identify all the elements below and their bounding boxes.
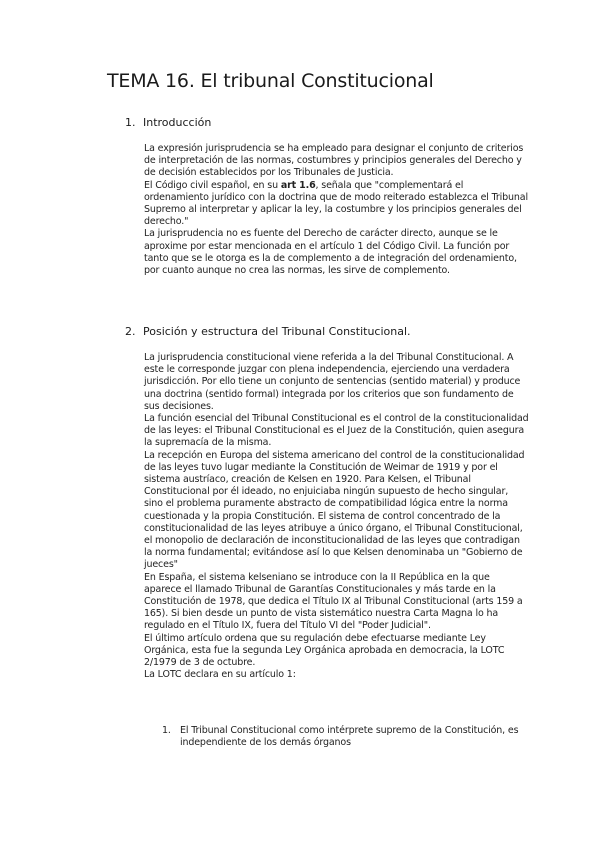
section-heading-introduccion	[125, 116, 211, 129]
list-item-number: 1.	[162, 725, 171, 736]
numbered-list-item	[162, 725, 532, 749]
paragraph: El último artículo ordena que su regulación debe efectuarse mediante Ley Orgánica, esta fue la segunda Ley Orgánica aprobada en democracia, la LOTC 2/1979 de 3 de octubre.	[144, 632, 505, 669]
section-number: 2.	[125, 325, 136, 338]
section-heading-posicion	[125, 325, 411, 338]
section-title: Posición y estructura del Tribunal Constitucional.	[143, 325, 411, 338]
paragraph: La jurisprudencia constitucional viene referida a la del Tribunal Constitucional. A este le corresponde juzgar con plena independencia, ejerciendo una verdadera jurisdicción. Por ello tiene un conjunto de sentencias (sentido material) y produce una doctrina (sentido formal) integrada por los criterios que son fundamento de sus decisiones.	[144, 352, 521, 412]
paragraph-codigo-civil	[144, 180, 529, 229]
paragraph: La LOTC declara en su artículo 1:	[144, 669, 296, 681]
paragraph: La expresión jurisprudencia se ha empleado para designar el conjunto de criterios de interpretación de las normas, costumbres y principios generales del Derecho y de decisión establecidos por los Tribunales de Justicia.	[144, 143, 524, 179]
paragraph: En España, el sistema kelseniano se introduce con la II República en la que aparece el llamado Tribunal de Garantías Constitucionales y más tarde en la Constitución de 1978, que dedica el Título IX al Tribunal Constitucional (arts 159 a 165). Si bien desde un punto de vista sistemático nuestra Carta Magna lo ha regulado en el Título IX, fuera del Título VI del "Poder Judicial".	[144, 571, 523, 632]
paragraph: La función esencial del Tribunal Constitucional es el control de la constitucionalidad de las leyes: el Tribunal Constitucional es el Juez de la Constitución, quien asegura la supremacía de la misma.	[144, 413, 529, 449]
paragraph-text: , señala que "complementará el ordenamiento jurídico con la doctrina que de modo reiterado establezca el Tribunal Supremo al interpretar y aplicar la ley, la costumbre y los principios generales del derecho."	[144, 179, 528, 228]
section-number: 1.	[125, 116, 136, 129]
paragraph: La jurisprudencia no es fuente del Derecho de carácter directo, aunque se le aproxime por estar mencionada en el artículo 1 del Código Civil. La función por tanto que se le otorga es la de complemento a de integración del ordenamiento, por cuanto aunque no crea las normas, les sirve de complemento.	[144, 228, 517, 277]
section-title: Introducción	[143, 116, 212, 129]
paragraph: La recepción en Europa del sistema americano del control de la constitucionalidad de las leyes tuvo lugar mediante la Constitución de Weimar de 1919 y por el sistema austríaco, creación de Kelsen en 1920. Para Kelsen, el Tribunal Constitucional por él ideado, no enjuiciaba ningún supuesto de hecho singular, sino el problema puramente abstracto de compatibilidad lógica entre la norma cuestionada y la propia Constitución. El sistema de control concentrado de la constitucionalidad de las leyes atribuye a único órgano, el Tribunal Constitucional, el monopolio de declaración de inconstitucionalidad de las leyes que contradigan la norma fundamental; evitándose así lo que Kelsen denominaba un "Gobierno de jueces"	[144, 449, 525, 571]
section-body-posicion	[144, 352, 529, 681]
list-item-text: El Tribunal Constitucional como intérprete supremo de la Constitución, es independiente de los demás órganos	[180, 725, 519, 749]
paragraph-text: El Código civil español, en su	[144, 179, 281, 191]
bold-reference: art 1.6	[280, 179, 316, 191]
page-title: TEMA 16. El tribunal Constitucional	[107, 70, 434, 92]
section-body-introduccion	[144, 143, 529, 277]
